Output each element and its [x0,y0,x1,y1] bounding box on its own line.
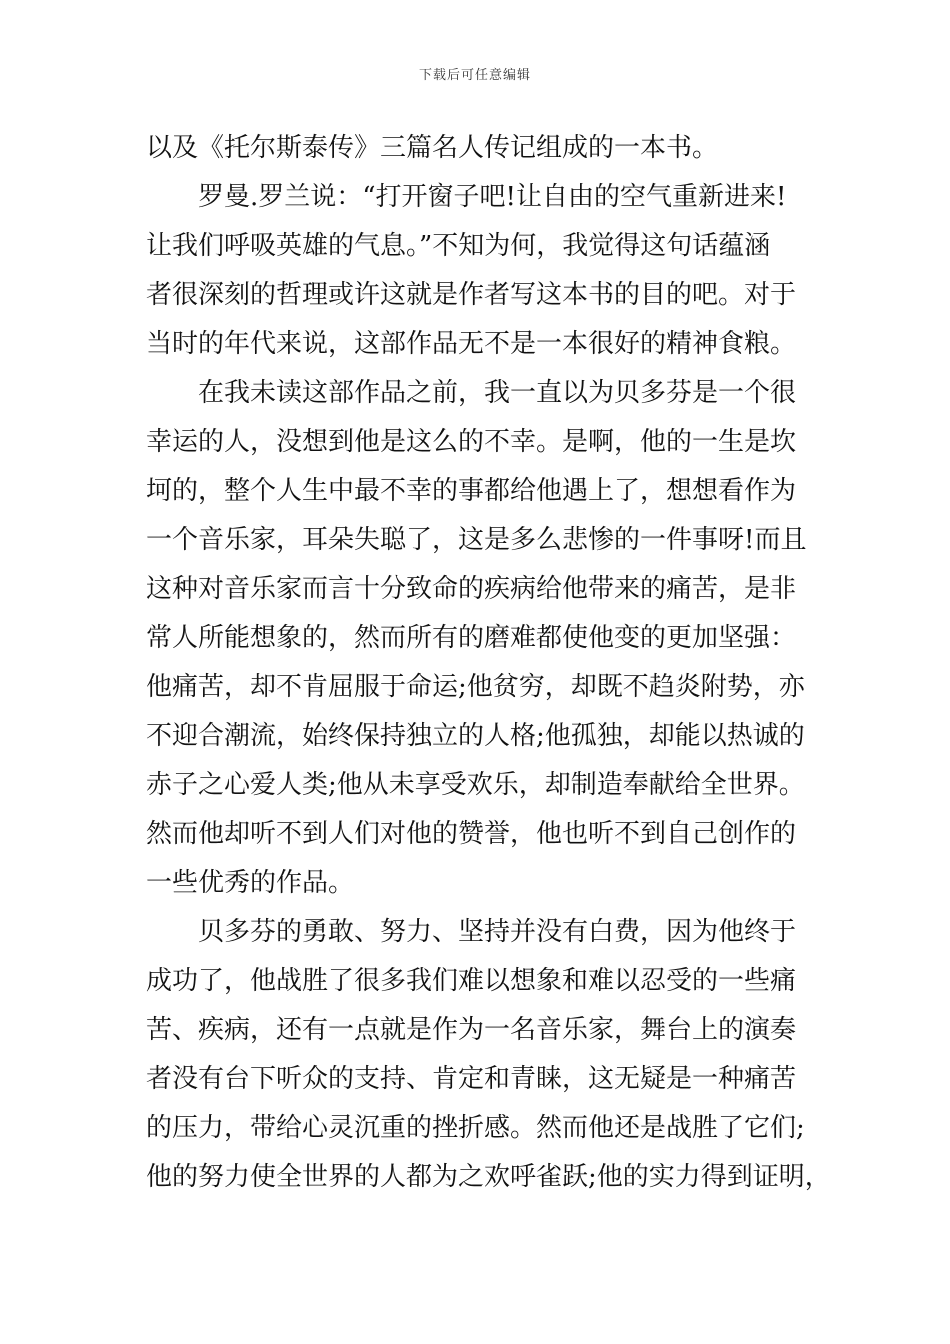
text-line: 以及《托尔斯泰传》三篇名人传记组成的一本书。 [146,133,719,163]
text-line: 的压力，带给心灵沉重的挫折感。然而他还是战胜了它们; [146,1113,805,1143]
text-line: 然而他却听不到人们对他的赞誉，他也听不到自己创作的 [146,819,797,849]
text-line: 让我们呼吸英雄的气息。”不知为何，我觉得这句话蕴涵 [146,231,771,261]
text-line: 坷的，整个人生中最不幸的事都给他遇上了，想想看作为 [146,476,797,506]
text-line: 贝多芬的勇敢、努力、坚持并没有白费，因为他终于 [198,917,797,947]
text-line: 一个音乐家，耳朵失聪了，这是多么悲惨的一件事呀!而且 [146,525,807,555]
text-line: 者很深刻的哲理或许这就是作者写这本书的目的吧。对于 [146,280,797,310]
text-line: 一些优秀的作品。 [146,868,355,898]
text-line: 者没有台下听众的支持、肯定和青睐，这无疑是一种痛苦 [146,1064,797,1094]
text-line: 这种对音乐家而言十分致命的疾病给他带来的痛苦，是非 [146,574,797,604]
text-line: 不迎合潮流，始终保持独立的人格;他孤独，却能以热诚的 [146,721,805,751]
text-line: 苦、疾病，还有一点就是作为一名音乐家，舞台上的演奏 [146,1015,797,1045]
text-line: 在我未读这部作品之前，我一直以为贝多芬是一个很 [198,378,797,408]
text-line: 当时的年代来说，这部作品无不是一本很好的精神食粮。 [146,329,797,359]
text-line: 罗曼.罗兰说：“打开窗子吧!让自由的空气重新进来! [198,182,787,212]
text-line: 常人所能想象的，然而所有的磨难都使他变的更加坚强： [146,623,797,653]
body-text [146,124,831,1202]
text-line: 他的努力使全世界的人都为之欢呼雀跃;他的实力得到证明， [146,1162,831,1192]
page-header: 下载后可任意编辑 [418,68,531,83]
text-line: 他痛苦，却不肯屈服于命运;他贫穷，却既不趋炎附势，亦 [146,672,805,702]
text-line: 成功了，他战胜了很多我们难以想象和难以忍受的一些痛 [146,966,797,996]
text-line: 赤子之心爱人类;他从未享受欢乐，却制造奉献给全世界。 [146,770,805,800]
text-line: 幸运的人，没想到他是这么的不幸。是啊，他的一生是坎 [146,427,797,457]
